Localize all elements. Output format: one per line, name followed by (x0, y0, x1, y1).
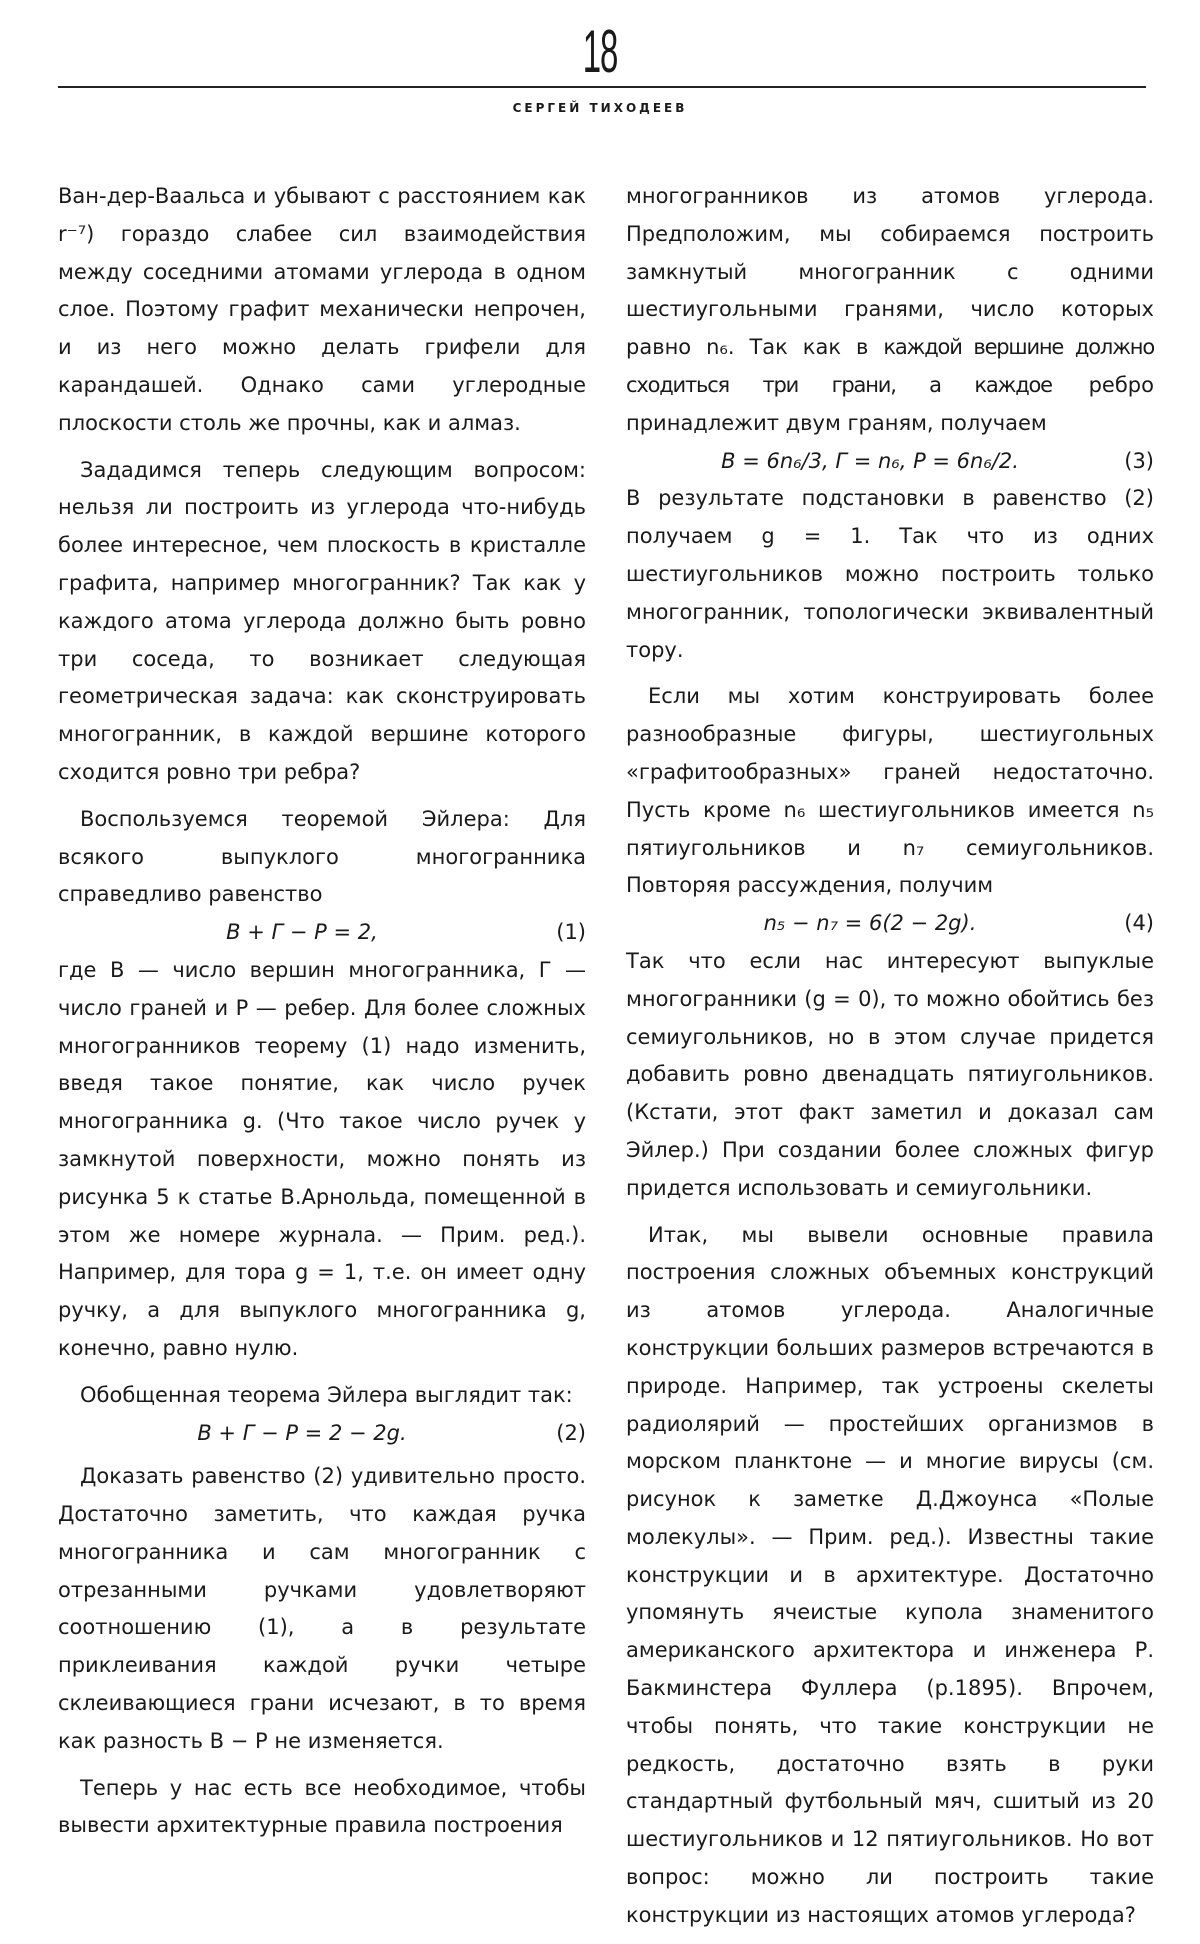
formula-expression: В + Г − Р = 2, (226, 920, 378, 945)
paragraph-text: многогранников из атомов углерода. Предположим, мы собираемся построить замкнутый многогранник с одними шестиугольными гранями, число которых равно n₆. Так как в (626, 184, 1154, 360)
formula-1 (58, 914, 586, 952)
paragraph: Ван-дер-Ваальса и убывают с расстоянием как r⁻⁷) гораздо слабее сил взаимодействия между соседними атомами углерода в одном слое. Поэтому графит механически непрочен, и из него можно делать грифели для карандашей. Однако сами углеродные плоскости столь же прочны, как и алмаз. (58, 184, 586, 435)
paragraph: В результате подстановки в равенство (2) получаем g = 1. Так что из одних шестиугольников можно построить только многогранник, топологически эквивалентный тору. (626, 486, 1154, 662)
formula-expression: В + Г − Р = 2 − 2g. (197, 1420, 407, 1445)
header-rule (58, 86, 1146, 88)
formula-expression: В = 6n₆/3, Г = n₆, Р = 6n₆/2. (721, 448, 1019, 473)
running-head-author: СЕРГЕЙ ТИХОДЕЕВ (512, 101, 688, 115)
paragraph-text: ребро принадлежит двум граням, получаем (626, 372, 1154, 435)
paragraph: Теперь у нас есть все необходимое, чтобы вывести архитектурные правила построения (58, 1775, 586, 1838)
paragraph: Итак, мы вывели основные правила построения сложных объемных конструкций из атомов углерода. Аналогичные конструкции больших размеров встречаются в природе. Например, так устроены скелеты радиолярий — простейших организмов в морском планктоне — и многие вирусы (см. рисунок к заметке Д.Джоунса «Полые молекулы». — Прим. ред.). Известны такие конструкции и в архитектуре. Достаточно упомянуть ячеистые купола знаменитого американского архитектора и инженера Р. Бакминстера Фуллера (р.1895). Впрочем, чтобы понять, что такие конструкции не редкость, достаточно взять в руки стандартный футбольный мяч, сшитый из 20 шестиугольников и 12 пятиугольников. Но вот вопрос: можно ли построить такие конструкции из настоящих атомов углерода? (626, 1222, 1154, 1927)
paragraph: Если мы хотим конструировать более разнообразные фигуры, шестиугольных «графитообразных» граней недостаточно. Пусть кроме n₆ шестиугольников имеется n₅ пятиугольников и n₇ семиугольников. Повторяя рассуждения, получим (626, 684, 1154, 898)
formula-2 (58, 1415, 586, 1453)
paragraph: Зададимся теперь следующим вопросом: нельзя ли построить из углерода что-нибудь более интересное, чем плоскость в кристалле графита, например многогранник? Так как у каждого атома углерода должно быть ровно три соседа, то возникает следующая геометрическая задача: как сконструировать многогранник, в каждой вершине которого сходится ровно три ребра? (58, 457, 586, 784)
formula-number: (1) (556, 920, 586, 945)
formula-4 (626, 905, 1154, 943)
left-column (58, 178, 586, 1854)
paragraph: Так что если нас интересуют выпуклые многогранники (g = 0), то можно обойтись без семиугольников, но в этом случае придется добавить ровно двенадцать пятиугольников. (Кстати, этот факт заметил и доказал сам Эйлер.) При создании более сложных фигур придется использовать и семиугольники. (626, 948, 1154, 1200)
paragraph: Обобщенная теорема Эйлера выглядит так: (80, 1382, 573, 1407)
paragraph: Воспользуемся теоремой Эйлера: Для всякого выпуклого многогранника справедливо равенство (58, 806, 586, 907)
paragraph-text: каждой вершине должно сходиться три грани, а каждое (626, 335, 1154, 397)
paragraph: где В — число вершин многогранника, Г — число граней и Р — ребер. Для более сложных многогранников теорему (1) надо изменить, введя такое понятие, как число ручек многогранника g. (Что такое число ручек у замкнутой поверхности, можно понять из рисунка 5 к статье В.Арнольда, помещенной в этом же номере журнала. — Прим. ред.). Например, для тора g = 1, т.е. он имеет одну ручку, а для выпуклого многогранника g, конечно, равно нулю. (58, 957, 586, 1360)
formula-number: (3) (1124, 448, 1154, 473)
right-column (626, 178, 1154, 1944)
paragraph (626, 178, 1154, 443)
formula-number: (4) (1124, 911, 1154, 936)
formula-3 (626, 443, 1154, 481)
formula-number: (2) (556, 1420, 586, 1445)
paragraph: Доказать равенство (2) удивительно просто. Достаточно заметить, что каждая ручка многогранника и сам многогранник с отрезанными ручками удовлетворяют соотношению (1), а в результате приклеивания каждой ручки четыре склеивающиеся грани исчезают, в то время как разность В − Р не изменяется. (58, 1464, 586, 1753)
formula-expression: n₅ − n₇ = 6(2 − 2g). (763, 911, 977, 936)
page-number: 18 (582, 18, 618, 85)
